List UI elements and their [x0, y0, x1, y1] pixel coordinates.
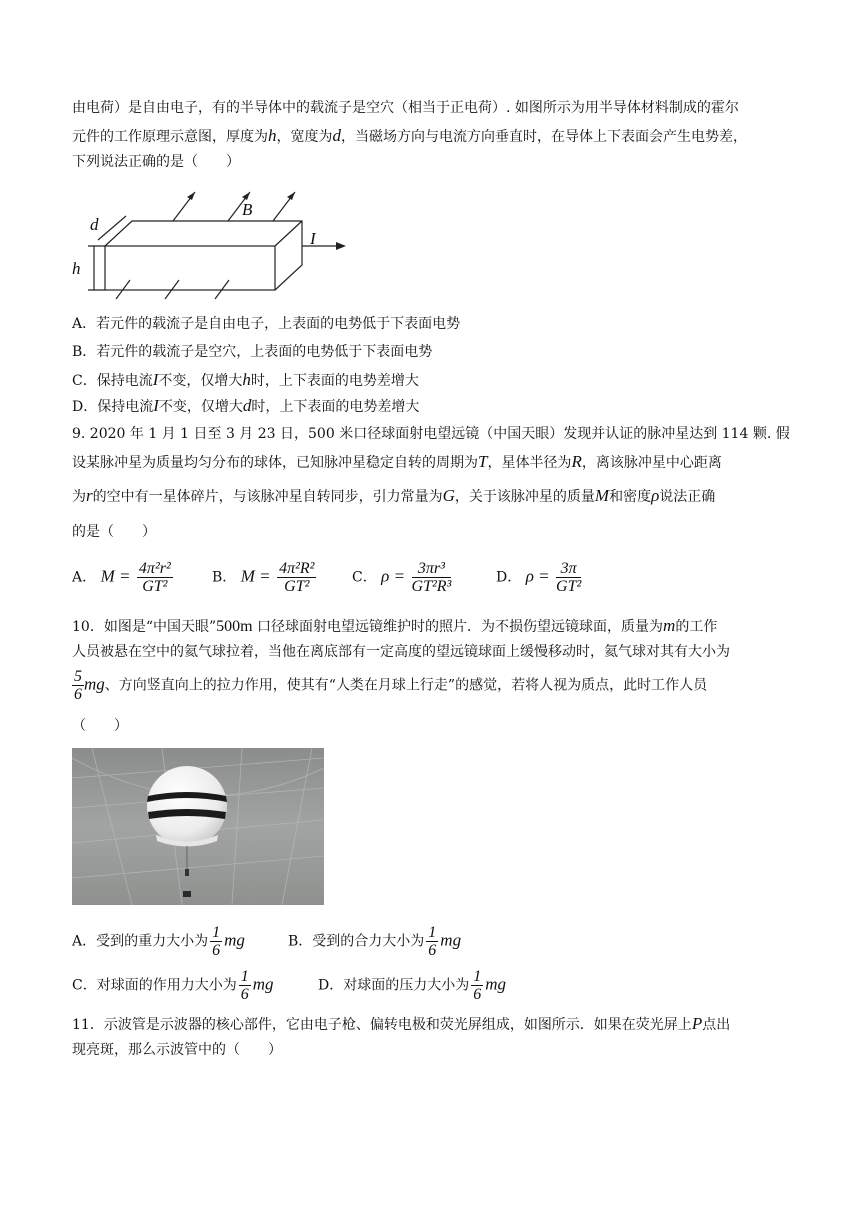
denominator: GT²R³	[411, 578, 452, 595]
q10-line-4: （ ）	[72, 718, 128, 734]
numerator: 5	[74, 668, 82, 685]
label-h: h	[72, 259, 81, 278]
option-label: C．	[352, 569, 377, 586]
var-d: d	[242, 396, 252, 415]
arrowhead	[336, 242, 346, 250]
q10-option-c	[72, 968, 274, 1003]
var-m: m	[663, 616, 676, 635]
q11-line-2: 现亮斑，那么示波管中的（ ）	[72, 1042, 282, 1058]
var-i: I	[153, 396, 159, 415]
intro-line-3: 下列说法正确的是（ ）	[72, 154, 240, 170]
var-g: G	[442, 486, 455, 505]
numerator: 1	[240, 968, 249, 985]
box-top-side	[105, 221, 302, 290]
numerator: 3πr³	[412, 560, 452, 578]
var-r-upper: R	[571, 452, 582, 471]
var-mg: mg	[252, 974, 274, 994]
q10-line-2: 人员被悬在空中的氦气球拉着，当他在离底部有一定高度的望远镜球面上缓慢移动时，氦气球对其有大小为	[72, 644, 730, 660]
numerator: 4π²R²	[279, 560, 315, 577]
text: 点出	[702, 1017, 731, 1033]
var-mg: mg	[84, 674, 105, 694]
q11-line-1	[72, 1014, 730, 1035]
text: 设某脉冲星为质量均匀分布的球体，已知脉冲星稳定自转的周期为	[72, 455, 478, 471]
text: D．保持电流	[72, 399, 154, 415]
formula-lhs: ρ =	[381, 566, 406, 586]
hall-element-figure	[68, 184, 358, 304]
q9-line-3	[72, 486, 715, 507]
numerator: 3π	[556, 560, 581, 578]
text: 元件的工作原理示意图，厚度为	[72, 129, 268, 145]
fraction	[426, 924, 438, 959]
numerator: 1	[428, 924, 437, 941]
denominator: 6	[240, 986, 249, 1003]
q10-line-3	[72, 668, 707, 703]
q10-option-d	[318, 968, 506, 1003]
label-b: B	[242, 200, 253, 219]
fraction	[239, 968, 251, 1003]
text: 为	[72, 489, 86, 505]
var-h: h	[242, 370, 251, 389]
option-label: A．	[72, 569, 97, 586]
text: 、方向竖直向上的拉力作用，使其有“人类在月球上行走”的感觉，若将人视为质点，此时工作人员	[104, 677, 708, 694]
option-text: B．受到的合力大小为	[288, 933, 425, 950]
formula-lhs: M =	[240, 566, 271, 586]
text: ，宽度为	[276, 129, 333, 145]
label-d: d	[90, 215, 99, 234]
text: ，关于该脉冲星的质量	[454, 489, 595, 505]
denominator: 6	[473, 986, 482, 1003]
fraction	[556, 560, 581, 595]
var-p: P	[691, 1014, 703, 1033]
denominator: GT²	[284, 578, 310, 595]
text: 500m	[216, 618, 253, 635]
var-mg: mg	[224, 930, 245, 950]
option-label: B．	[212, 569, 237, 586]
balloon-photo-image	[72, 748, 324, 905]
text: 和密度	[609, 489, 652, 505]
arrowhead	[187, 192, 195, 200]
option-text: A．受到的重力大小为	[72, 933, 209, 950]
text: 的空中有一星体碎片，与该脉冲星自转同步，引力常量为	[92, 489, 443, 505]
q8-option-a: A．若元件的载流子是自由电子，上表面的电势低于下表面电势	[72, 316, 461, 332]
label-i: I	[310, 229, 316, 248]
fraction	[137, 560, 173, 595]
var-mg: mg	[485, 974, 507, 994]
var-mg: mg	[440, 930, 462, 950]
q8-option-b: B．若元件的载流子是空穴，上表面的电势低于下表面电势	[72, 344, 433, 360]
text: 时，上下表面的电势差增大	[251, 399, 420, 415]
intro-line-2	[72, 126, 747, 147]
formula-lhs: ρ =	[525, 566, 550, 586]
var-t: T	[478, 452, 488, 471]
denominator: 6	[74, 686, 82, 703]
q9-line-2	[72, 452, 722, 473]
q9-line-4: 的是（ ）	[72, 524, 156, 540]
fraction	[72, 668, 84, 703]
q9-option-a	[72, 560, 175, 595]
formula-lhs: M =	[100, 566, 131, 586]
option-text: D．对球面的压力大小为	[318, 977, 470, 994]
text: 不变，仅增大	[158, 399, 243, 415]
var-r: r	[86, 486, 93, 505]
q10-line-1	[72, 616, 717, 637]
denominator: 6	[212, 942, 221, 959]
numerator: 1	[212, 924, 221, 941]
text: 11．示波管是示波器的核心部件，它由电子枪、偏转电极和荧光屏组成，如图所示．如果在荧光屏上	[72, 1017, 692, 1033]
var-rho: ρ	[651, 486, 660, 505]
var-m: M	[594, 486, 610, 505]
text: ，当磁场方向与电流方向垂直时，在导体上下表面会产生电势差，	[341, 129, 747, 145]
q9-line-1: 9. 2020 年 1 月 1 日至 3 月 23 日，500 米口径球面射电望远镜（中国天眼）发现并认证的脉冲星达到 114 颗. 假	[72, 426, 790, 442]
option-text: C．对球面的作用力大小为	[72, 977, 237, 994]
fraction	[277, 560, 316, 595]
denominator: 6	[428, 942, 437, 959]
numerator: 1	[473, 968, 482, 985]
text: ，离该脉冲星中心距离	[581, 455, 722, 471]
q9-option-c	[352, 560, 453, 595]
q8-option-c	[72, 370, 419, 391]
box-front-face	[105, 246, 275, 290]
var-i: I	[152, 370, 159, 389]
q8-option-d	[72, 396, 419, 417]
denominator: GT²	[556, 578, 582, 595]
q10-option-a	[72, 924, 245, 959]
q9-option-d	[496, 560, 583, 595]
q10-option-b	[288, 924, 461, 959]
d-dimension-line	[98, 216, 126, 240]
balloon-photo	[72, 748, 324, 905]
text: 说法正确	[659, 489, 716, 505]
q9-option-b	[212, 560, 318, 595]
arrowhead	[287, 192, 295, 200]
text: C．保持电流	[72, 373, 153, 389]
fraction	[210, 924, 222, 959]
text: 的工作	[675, 619, 718, 635]
var-h: h	[268, 126, 277, 145]
arrowhead	[242, 192, 250, 200]
option-label: D．	[496, 569, 522, 586]
text: 10．如图是“中国天眼”	[72, 619, 217, 635]
box-edge	[275, 221, 302, 246]
text: ，星体半径为	[487, 455, 572, 471]
denominator: GT²	[142, 578, 168, 595]
text: 不变，仅增大	[158, 373, 243, 389]
fraction	[412, 560, 452, 595]
text: 时，上下表面的电势差增大	[250, 373, 419, 389]
intro-line-1: 由电荷）是自由电子，有的半导体中的载流子是空穴（相当于正电荷）. 如图所示为用半导体材料制成的霍尔	[72, 100, 739, 116]
fraction	[471, 968, 483, 1003]
text: 口径球面射电望远镜维护时的照片．为不损伤望远镜球面，质量为	[252, 619, 664, 635]
var-d: d	[332, 126, 341, 145]
numerator: 4π²r²	[138, 560, 171, 577]
